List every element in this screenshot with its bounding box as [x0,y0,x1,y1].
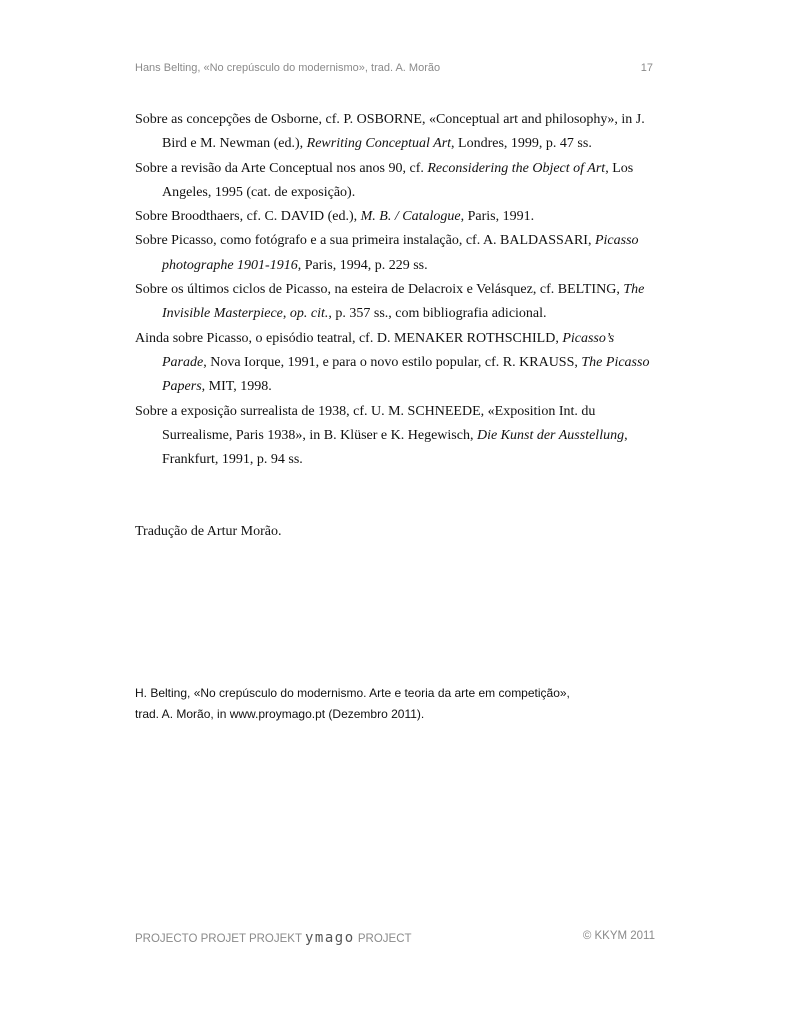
citation-line: H. Belting, «No crepúsculo do modernismo. Arte e teoria da arte em competição», [135,686,570,700]
reference-title: Rewriting Conceptual Art [306,136,452,152]
reference-text: , Paris, 1991. [460,209,535,225]
reference-text: Sobre a revisão da Arte Conceptual nos anos 90, cf. [135,160,428,176]
reference-entry [135,400,655,473]
reference-title: Die Kunst der Ausstellung [476,427,625,443]
reference-title: M. B. / Catalogue [360,209,461,225]
citation-line: trad. A. Morão, in www.proymago.pt (Dezembro 2011). [135,706,425,721]
reference-text: , Nova Iorque, 1991, e para o novo estilo popular, cf. R. KRAUSS, [203,354,582,370]
page-number: 17 [640,62,653,74]
citation-block [135,683,675,724]
reference-list [135,108,655,472]
reference-text: , p. 357 ss., com bibliografia adicional. [328,306,547,322]
reference-entry [135,108,655,157]
reference-text: Ainda sobre Picasso, o episódio teatral, cf. D. MENAKER ROTHSCHILD, [135,330,563,346]
reference-entry [135,205,655,229]
reference-text: Sobre Broodthaers, cf. C. DAVID (ed.), [135,209,361,225]
footer-copyright: © KKYM 2011 [582,930,655,942]
reference-text: , Paris, 1994, p. 229 ss. [297,257,428,273]
reference-text: , Londres, 1999, p. 47 ss. [451,136,592,152]
running-title: Hans Belting, «No crepúsculo do modernismo», trad. A. Morão [135,62,441,74]
page-footer [135,930,655,946]
reference-entry [135,278,655,327]
reference-text: Sobre Picasso, como fotógrafo e a sua primeira instalação, cf. A. BALDASSARI, [135,233,595,249]
reference-entry [135,157,655,206]
footer-suffix: PROJECT [357,933,412,945]
reference-title: Picasso’s Parade [162,330,615,370]
reference-text: , [282,306,290,322]
reference-text: , MIT, 1998. [201,379,272,395]
translation-note: Tradução de Artur Morão. [135,524,282,539]
reference-entry [135,327,655,400]
running-header [135,62,653,74]
reference-title: Picasso photographe 1901-1916 [162,233,639,273]
reference-title: The Picasso Papers [162,354,650,395]
reference-text: Sobre a exposição surrealista de 1938, cf. U. M. SCHNEEDE, «Exposition Int. du Surrealisme, Paris 1938», in B. Klüser e K. Hegewisch, [135,403,596,443]
reference-text: , Los Angeles, 1995 (cat. de exposição). [162,160,634,200]
reference-title: op. cit. [289,306,329,322]
footer-prefix: PROJECTO PROJET PROJEKT [135,933,302,945]
reference-text: Sobre os últimos ciclos de Picasso, na esteira de Delacroix e Velásquez, cf. BELTING, [135,282,624,298]
reference-text: , Frankfurt, 1991, p. 94 ss. [162,427,628,468]
reference-text: Sobre as concepções de Osborne, cf. P. OSBORNE, «Conceptual art and philosophy», in J. Bird e M. Newman (ed.), [135,112,645,152]
footer-brand: ymago [305,930,355,946]
reference-title: Reconsidering the Object of Art [427,160,606,176]
reference-entry [135,229,655,278]
reference-title: The Invisible Masterpiece [162,282,645,322]
